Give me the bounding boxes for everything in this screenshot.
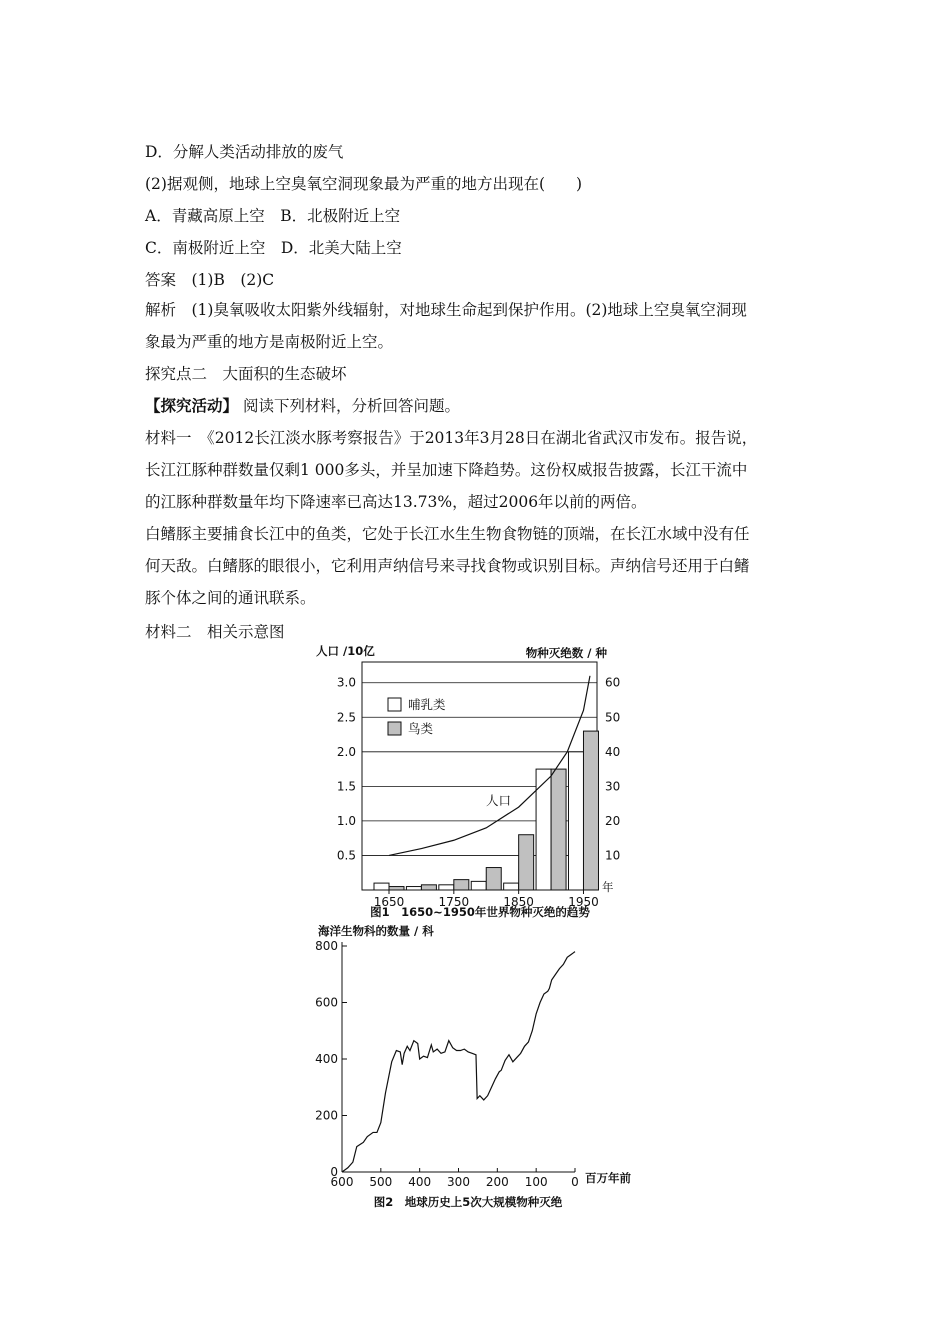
fig1-right-tick-label: 60 <box>605 675 621 690</box>
fig2-y-tick-label: 600 <box>315 995 338 1010</box>
fig1-left-tick-label: 3.0 <box>336 675 356 690</box>
fig1-bar-bird <box>519 835 534 890</box>
fig1-legend-swatch-bird <box>388 722 401 735</box>
fig2-x-tick-label: 600 <box>330 1175 354 1189</box>
fig1-bar-bird <box>583 731 598 890</box>
text-line <box>145 588 316 608</box>
fig2-x-tick-label: 500 <box>369 1175 393 1189</box>
fig2-x-tick-label: 300 <box>447 1175 470 1189</box>
fig1-left-tick-label: 2.5 <box>336 710 356 725</box>
fig1-bar-bird <box>421 885 436 890</box>
fig1-right-tick-label: 50 <box>605 710 621 725</box>
fig1-left-tick-label: 0.5 <box>336 848 356 863</box>
text-line-content: 长江江豚种群数量仅剩1 000多头，并呈加速下降趋势。这份权威报告披露，长江干流中 <box>145 461 748 479</box>
fig1-bar-mammal <box>504 883 519 890</box>
text-line <box>145 270 274 290</box>
figure-mass-extinctions <box>310 920 650 1225</box>
fig2-x-axis-title: 百万年前 <box>585 1171 631 1185</box>
fig2-y-tick-label: 400 <box>315 1052 338 1066</box>
text-line-content: 材料一 《2012长江淡水豚考察报告》于2013年3月28日在湖北省武汉市发布。报告说， <box>145 429 758 447</box>
fig2-x-tick-label: 0 <box>571 1175 579 1189</box>
text-line-content: 阅读下列材料，分析回答问题。 <box>242 397 460 415</box>
text-line <box>145 492 647 512</box>
fig1-bar-mammal <box>536 769 551 890</box>
fig2-y-axis-title: 海洋生物科的数量 / 科 <box>318 924 434 938</box>
fig1-bar-mammal <box>439 885 454 890</box>
text-line <box>145 622 285 642</box>
fig1-right-tick-label: 10 <box>605 848 621 863</box>
fig1-left-axis-title: 人口 /10亿 <box>316 644 375 658</box>
fig1-bar-bird <box>454 880 469 890</box>
fig1-right-tick-label: 20 <box>605 813 621 828</box>
fig2-x-tick-label: 100 <box>524 1175 548 1189</box>
fig1-bar-mammal <box>406 887 421 890</box>
text-line <box>145 364 347 384</box>
fig1-caption: 图1 1650~1950年世界物种灭绝的趋势 <box>370 905 590 919</box>
text-line-content: A．青藏高原上空 B．北极附近上空 <box>145 207 401 225</box>
text-line-content: 何天敌。白鳍豚的眼很小，它利用声纳信号来寻找食物或识别目标。声纳信号还用于白鳍 <box>145 557 750 575</box>
text-line <box>145 396 460 416</box>
figure-species-extinction-trend <box>310 640 650 925</box>
text-line <box>145 460 747 480</box>
fig1-legend-label-mammal: 哺乳类 <box>408 697 446 712</box>
fig2-marine-families-line <box>342 952 575 1172</box>
fig2-y-tick-label: 200 <box>315 1108 338 1123</box>
fig1-right-axis-title: 物种灭绝数 / 种 <box>525 646 607 660</box>
fig1-left-tick-label: 1.0 <box>336 813 356 828</box>
fig1-bar-mammal <box>374 883 389 890</box>
fig2-y-tick-label: 0 <box>330 1165 338 1179</box>
text-line <box>145 332 393 352</box>
text-line-content: 答案 (1)B (2)C <box>145 271 275 289</box>
text-line <box>145 174 582 194</box>
fig1-population-label: 人口 <box>486 793 512 808</box>
fig2-caption: 图2 地球历史上5次大规模物种灭绝 <box>373 1195 563 1209</box>
text-line-content: 豚个体之间的通讯联系。 <box>145 589 316 607</box>
text-line-content: 探究点二 大面积的生态破坏 <box>145 365 347 383</box>
text-line <box>145 428 757 448</box>
text-line <box>145 524 750 544</box>
fig1-x-tick-label: 1650 <box>373 895 405 909</box>
fig1-bar-bird <box>486 868 501 890</box>
fig1-bar-mammal <box>568 752 583 890</box>
fig2-x-tick-label: 400 <box>408 1175 432 1189</box>
text-line-content: 象最为严重的地方是南极附近上空。 <box>145 333 394 351</box>
fig1-right-tick-label: 40 <box>605 744 621 759</box>
fig1-x-axis-title: 年 <box>602 880 614 894</box>
fig1-left-tick-label: 1.5 <box>336 779 356 794</box>
text-line <box>145 206 400 226</box>
fig1-bar-bird <box>389 887 404 890</box>
fig1-x-tick-label: 1750 <box>438 895 470 909</box>
fig2-x-tick-label: 200 <box>485 1175 509 1189</box>
text-line-content: 白鳍豚主要捕食长江中的鱼类，它处于长江水生生物食物链的顶端，在长江水域中没有任 <box>145 525 750 543</box>
text-line <box>145 238 402 258</box>
text-line-content: C．南极附近上空 D．北美大陆上空 <box>145 239 402 257</box>
fig1-x-tick-label: 1950 <box>568 895 599 909</box>
text-line <box>145 300 747 320</box>
fig2-y-tick-label: 800 <box>315 939 338 953</box>
text-line-content: 材料二 相关示意图 <box>145 623 285 641</box>
text-line-content: 解析 (1)臭氧吸收太阳紫外线辐射，对地球生命起到保护作用。(2)地球上空臭氧空洞现 <box>145 301 747 319</box>
text-line <box>145 142 343 162</box>
fig1-x-tick-label: 1850 <box>503 895 534 909</box>
fig1-right-tick-label: 30 <box>605 779 621 794</box>
fig1-bar-bird <box>551 769 566 890</box>
fig1-left-tick-label: 2.0 <box>336 744 356 759</box>
text-line-content: (2)据观侧，地球上空臭氧空洞现象最为严重的地方出现在( ) <box>145 175 583 193</box>
fig1-legend-swatch-mammal <box>388 698 401 711</box>
fig1-legend-label-bird: 鸟类 <box>408 721 434 736</box>
text-line-content: D．分解人类活动排放的废气 <box>145 143 344 161</box>
activity-tag: 【探究活动】 <box>145 396 239 415</box>
text-line-content: 的江豚种群数量年均下降速率已高达13.73%，超过2006年以前的两倍。 <box>145 493 647 511</box>
text-line <box>145 556 750 576</box>
fig1-bar-mammal <box>471 881 486 890</box>
